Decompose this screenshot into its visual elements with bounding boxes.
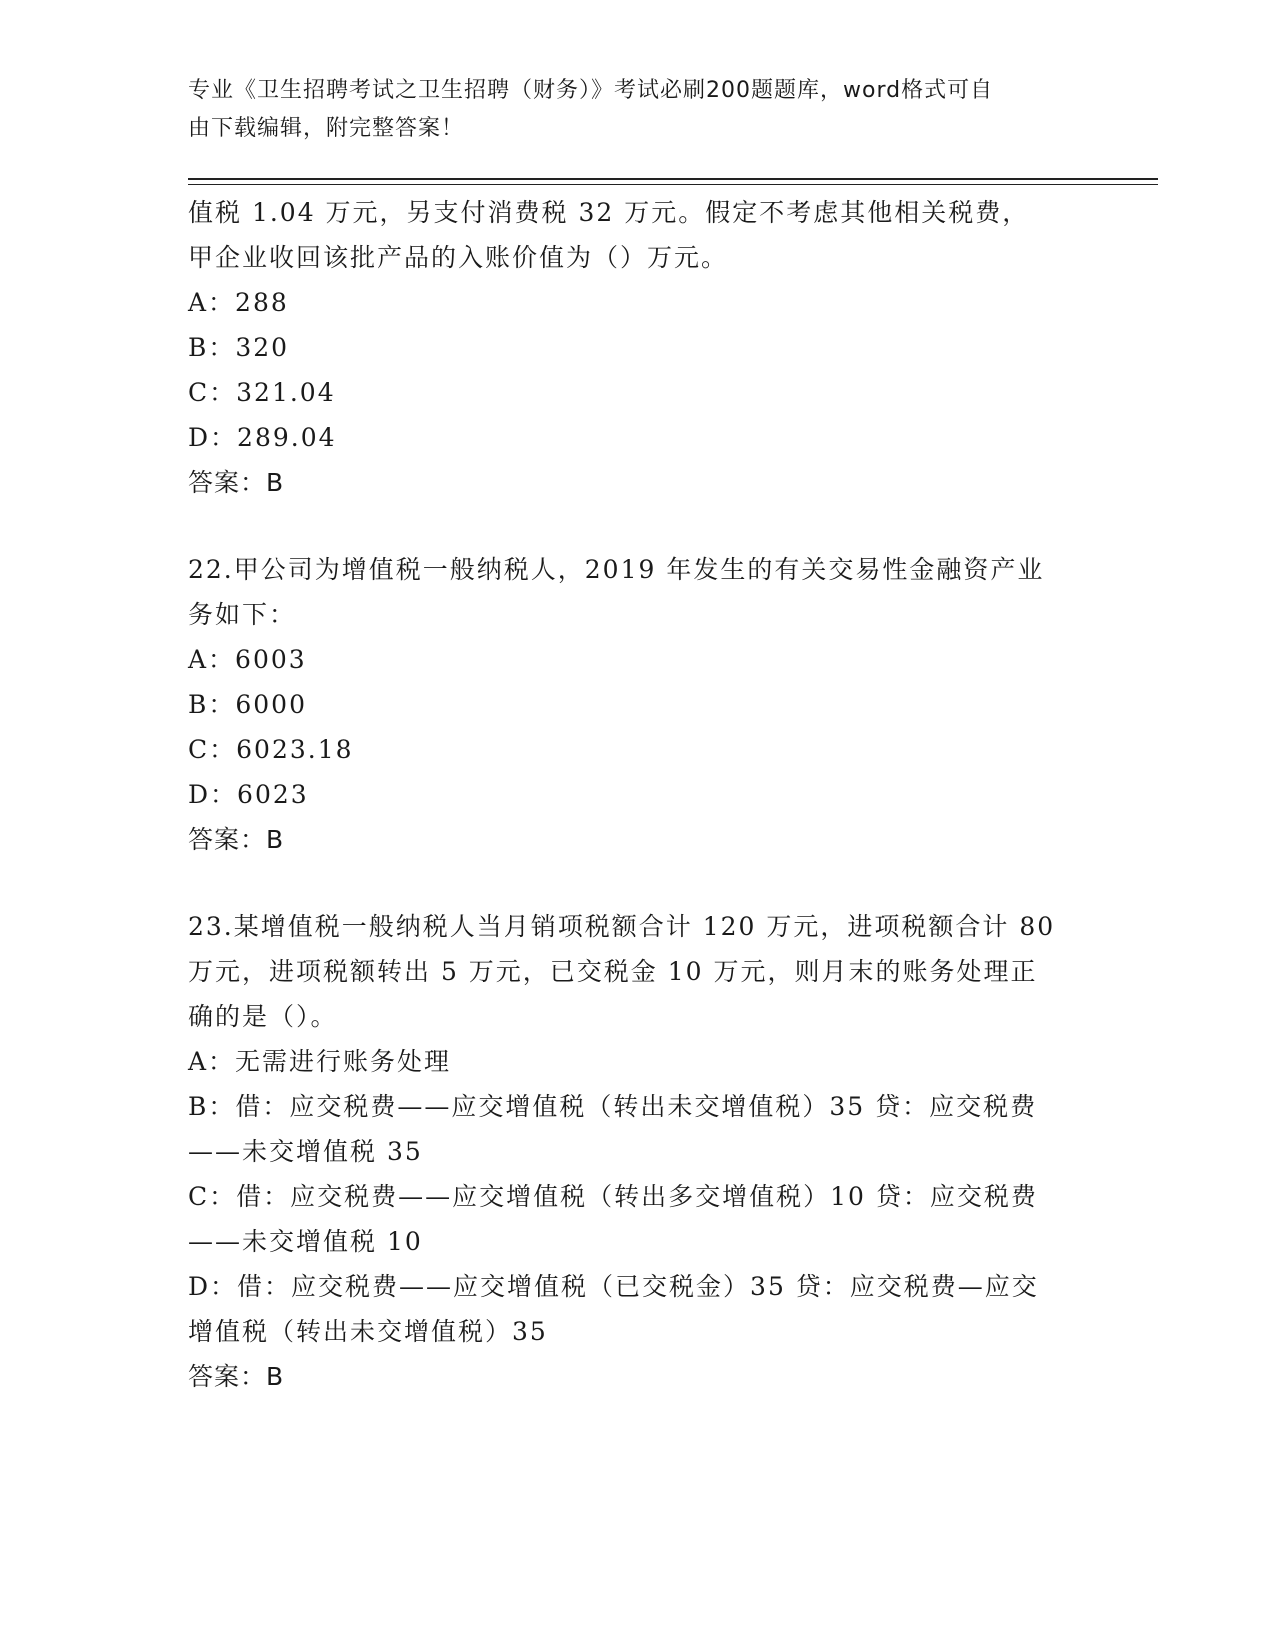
- question-text-line: 值税 1.04 万元，另支付消费税 32 万元。假定不考虑其他相关税费，: [188, 198, 1030, 227]
- header-divider-thick: [188, 178, 1158, 180]
- option-a: A：无需进行账务处理: [188, 1047, 452, 1076]
- option-a: A：6003: [188, 645, 307, 674]
- answer-label: 答案：B: [188, 1362, 285, 1391]
- header-line-2: 由下载编辑，附完整答案！: [188, 116, 465, 141]
- question-text-line: 甲企业收回该批产品的入账价值为（）万元。: [188, 243, 729, 272]
- option-d: D：289.04: [188, 423, 337, 452]
- answer-label: 答案：B: [188, 825, 285, 854]
- question-text-line: 确的是（）。: [188, 1002, 338, 1031]
- question-23: [188, 904, 1088, 1399]
- option-d: D：6023: [188, 780, 309, 809]
- option-c-continued: ——未交增值税 10: [188, 1227, 423, 1256]
- option-b: B：6000: [188, 690, 307, 719]
- header-divider-thin: [188, 184, 1158, 185]
- question-text-line: 万元，进项税额转出 5 万元，已交税金 10 万元，则月末的账务处理正: [188, 957, 1038, 986]
- option-c: C：6023.18: [188, 735, 354, 764]
- document-body: [188, 190, 1088, 1399]
- option-b: B：借：应交税费——应交增值税（转出未交增值税）35 贷：应交税费: [188, 1092, 1038, 1121]
- answer-label: 答案：B: [188, 468, 285, 497]
- question-22: [188, 547, 1088, 862]
- question-text-line: 22.甲公司为增值税一般纳税人，2019 年发生的有关交易性金融资产业: [188, 555, 1045, 584]
- header-line-1: 专业《卫生招聘考试之卫生招聘（财务）》考试必刷200题题库，word格式可自: [188, 78, 994, 103]
- question-21: [188, 190, 1088, 505]
- spacer: [188, 862, 1088, 904]
- option-a: A：288: [188, 288, 289, 317]
- option-d-continued: 增值税（转出未交增值税）35: [188, 1317, 548, 1346]
- option-d: D：借：应交税费——应交增值税（已交税金）35 贷：应交税费—应交: [188, 1272, 1039, 1301]
- document-header: [188, 72, 1068, 148]
- option-b-continued: ——未交增值税 35: [188, 1137, 423, 1166]
- question-text-line: 23.某增值税一般纳税人当月销项税额合计 120 万元，进项税额合计 80: [188, 912, 1056, 941]
- spacer: [188, 505, 1088, 547]
- option-c: C：借：应交税费——应交增值税（转出多交增值税）10 贷：应交税费: [188, 1182, 1038, 1211]
- question-text-line: 务如下：: [188, 600, 297, 629]
- option-b: B：320: [188, 333, 290, 362]
- option-c: C：321.04: [188, 378, 336, 407]
